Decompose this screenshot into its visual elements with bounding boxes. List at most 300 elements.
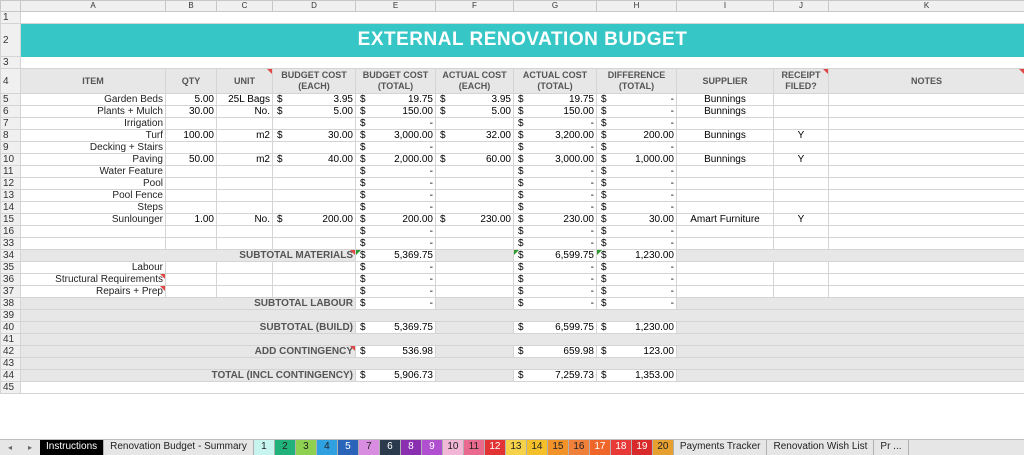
unit-cell[interactable]: 25L Bags [217, 94, 273, 106]
tab-scroll-prev-icon[interactable]: ◂ [0, 440, 20, 455]
currency-cell[interactable] [356, 202, 436, 214]
notes-cell[interactable] [829, 118, 1024, 130]
amount: 5.00 [334, 106, 353, 117]
currency-cell[interactable] [514, 238, 597, 250]
row-number[interactable]: 39 [1, 310, 21, 322]
qty-cell[interactable]: 30.00 [166, 106, 217, 118]
header-difference[interactable] [597, 69, 677, 94]
qty-cell[interactable] [166, 190, 217, 202]
subtotal-materials-row-label[interactable] [21, 250, 356, 262]
supplier-cell[interactable]: Bunnings [677, 154, 774, 166]
currency-cell[interactable] [597, 322, 677, 334]
row-number[interactable]: 12 [1, 178, 21, 190]
sheet-tab-14[interactable]: 14 [527, 440, 548, 455]
empty-cell[interactable] [217, 286, 273, 298]
item-cell[interactable]: Decking + Stairs [21, 142, 166, 154]
receipt-cell[interactable] [774, 142, 829, 154]
subtotal-build-row-label[interactable] [21, 322, 356, 334]
header-actual-total[interactable] [514, 69, 597, 94]
empty-cell[interactable] [436, 250, 514, 262]
column-header-a[interactable]: A [21, 1, 166, 12]
currency-cell[interactable] [273, 202, 356, 214]
receipt-cell[interactable] [774, 166, 829, 178]
currency-cell[interactable] [356, 106, 436, 118]
sheet-title[interactable]: EXTERNAL RENOVATION BUDGET [21, 24, 1024, 57]
column-header-c[interactable]: C [217, 1, 273, 12]
subtotal-labour-row-label[interactable] [21, 298, 356, 310]
item-cell[interactable]: Plants + Mulch [21, 106, 166, 118]
receipt-cell[interactable]: Y [774, 214, 829, 226]
item-cell[interactable]: Water Feature [21, 166, 166, 178]
empty-cell[interactable] [677, 346, 1024, 358]
currency-cell[interactable] [597, 178, 677, 190]
supplier-cell[interactable] [677, 190, 774, 202]
row-number[interactable]: 15 [1, 214, 21, 226]
sheet-tab-instructions[interactable]: Instructions [40, 440, 104, 455]
currency-cell[interactable] [356, 226, 436, 238]
empty-cell[interactable] [21, 310, 1024, 322]
empty-cell[interactable] [273, 286, 356, 298]
header-supplier[interactable] [677, 69, 774, 94]
item-cell[interactable] [21, 262, 166, 274]
empty-cell[interactable] [436, 370, 514, 382]
sheet-tab-9[interactable]: 9 [422, 440, 443, 455]
currency-cell[interactable] [514, 94, 597, 106]
currency-cell[interactable] [514, 370, 597, 382]
item-cell[interactable]: Sunlounger [21, 214, 166, 226]
empty-cell[interactable] [436, 286, 514, 298]
row-number[interactable]: 40 [1, 322, 21, 334]
row-number[interactable]: 37 [1, 286, 21, 298]
qty-cell[interactable] [166, 238, 217, 250]
currency-cell[interactable] [356, 190, 436, 202]
currency-cell[interactable] [356, 346, 436, 358]
item-cell[interactable] [21, 238, 166, 250]
currency-cell[interactable] [273, 118, 356, 130]
currency-cell[interactable] [597, 298, 677, 310]
currency-cell[interactable] [436, 190, 514, 202]
column-header-b[interactable]: B [166, 1, 217, 12]
currency-cell[interactable] [597, 226, 677, 238]
empty-cell[interactable] [774, 286, 829, 298]
notes-cell[interactable] [829, 214, 1024, 226]
notes-cell[interactable] [829, 130, 1024, 142]
row-number[interactable]: 3 [1, 57, 21, 69]
notes-cell[interactable] [829, 94, 1024, 106]
empty-cell[interactable] [21, 12, 1024, 24]
supplier-cell[interactable] [677, 202, 774, 214]
notes-cell[interactable] [829, 190, 1024, 202]
currency-cell[interactable] [514, 346, 597, 358]
unit-cell[interactable]: No. [217, 106, 273, 118]
empty-cell[interactable] [829, 286, 1024, 298]
currency-cell[interactable] [356, 166, 436, 178]
receipt-cell[interactable] [774, 226, 829, 238]
column-header-h[interactable]: H [597, 1, 677, 12]
currency-cell[interactable] [597, 274, 677, 286]
empty-cell[interactable] [166, 262, 217, 274]
supplier-cell[interactable]: Bunnings [677, 106, 774, 118]
currency-cell[interactable] [597, 166, 677, 178]
empty-cell[interactable] [677, 298, 1024, 310]
unit-cell[interactable] [217, 190, 273, 202]
qty-cell[interactable] [166, 202, 217, 214]
sheet-tab-6[interactable]: 6 [380, 440, 401, 455]
empty-cell[interactable] [436, 262, 514, 274]
receipt-cell[interactable] [774, 178, 829, 190]
row-number[interactable]: 38 [1, 298, 21, 310]
currency-cell[interactable] [356, 214, 436, 226]
empty-cell[interactable] [436, 298, 514, 310]
currency-cell[interactable] [597, 238, 677, 250]
currency-cell[interactable] [436, 238, 514, 250]
sheet-tab-3[interactable]: 3 [296, 440, 317, 455]
header-qty[interactable] [166, 69, 217, 94]
unit-cell[interactable] [217, 142, 273, 154]
unit-cell[interactable]: m2 [217, 154, 273, 166]
supplier-cell[interactable] [677, 118, 774, 130]
empty-cell[interactable] [21, 334, 1024, 346]
currency-cell[interactable] [514, 166, 597, 178]
empty-cell[interactable] [677, 274, 774, 286]
header-item[interactable] [21, 69, 166, 94]
sheet-tab-13[interactable]: 13 [506, 440, 527, 455]
row-number[interactable]: 2 [1, 24, 21, 57]
sheet-tab-17[interactable]: 17 [590, 440, 611, 455]
row-number[interactable]: 13 [1, 190, 21, 202]
unit-cell[interactable]: m2 [217, 130, 273, 142]
currency-cell[interactable] [273, 106, 356, 118]
qty-cell[interactable]: 100.00 [166, 130, 217, 142]
row-number[interactable]: 41 [1, 334, 21, 346]
currency-cell[interactable] [273, 178, 356, 190]
row-number[interactable]: 42 [1, 346, 21, 358]
supplier-cell[interactable]: Bunnings [677, 130, 774, 142]
currency-cell[interactable] [436, 202, 514, 214]
item-cell[interactable] [21, 286, 166, 298]
currency-cell[interactable] [273, 94, 356, 106]
currency-cell[interactable] [514, 274, 597, 286]
receipt-cell[interactable] [774, 190, 829, 202]
column-header-e[interactable]: E [356, 1, 436, 12]
amount: 30.00 [649, 214, 674, 225]
currency-cell[interactable] [356, 94, 436, 106]
sheet-tab-15[interactable]: 15 [548, 440, 569, 455]
currency-cell[interactable] [597, 154, 677, 166]
sheet-tab-7[interactable]: 7 [359, 440, 380, 455]
header-budget-total[interactable] [356, 69, 436, 94]
receipt-cell[interactable] [774, 94, 829, 106]
row-number[interactable]: 11 [1, 166, 21, 178]
currency-cell[interactable] [597, 94, 677, 106]
currency-cell[interactable] [597, 106, 677, 118]
column-header-d[interactable]: D [273, 1, 356, 12]
sheet-tab-2[interactable]: 2 [275, 440, 296, 455]
amount: 30.00 [328, 130, 353, 141]
currency-cell[interactable] [597, 250, 677, 262]
supplier-cell[interactable] [677, 142, 774, 154]
empty-cell[interactable] [436, 274, 514, 286]
receipt-cell[interactable]: Y [774, 154, 829, 166]
sheet-tab-10[interactable]: 10 [443, 440, 464, 455]
currency-cell[interactable] [356, 238, 436, 250]
currency-cell[interactable] [356, 178, 436, 190]
supplier-cell[interactable]: Amart Furniture [677, 214, 774, 226]
currency-cell[interactable] [273, 154, 356, 166]
currency-cell[interactable] [356, 286, 436, 298]
sheet-tab-20[interactable]: 20 [653, 440, 674, 455]
row-number[interactable]: 44 [1, 370, 21, 382]
qty-cell[interactable]: 5.00 [166, 94, 217, 106]
currency-cell[interactable] [514, 322, 597, 334]
currency-cell[interactable] [436, 154, 514, 166]
currency-cell[interactable] [514, 142, 597, 154]
column-header-k[interactable]: K [829, 1, 1024, 12]
currency-cell[interactable] [436, 178, 514, 190]
empty-cell[interactable] [21, 57, 1024, 69]
notes-cell[interactable] [829, 226, 1024, 238]
currency-cell[interactable] [514, 298, 597, 310]
currency-cell[interactable] [514, 106, 597, 118]
currency-cell[interactable] [514, 262, 597, 274]
empty-cell[interactable] [677, 262, 774, 274]
column-header-f[interactable]: F [436, 1, 514, 12]
item-cell[interactable] [21, 274, 166, 286]
currency-cell[interactable] [514, 202, 597, 214]
currency-cell[interactable] [597, 214, 677, 226]
sheet-tab-5[interactable]: 5 [338, 440, 359, 455]
currency-cell[interactable] [273, 130, 356, 142]
unit-cell[interactable] [217, 166, 273, 178]
total-row-label[interactable] [21, 370, 356, 382]
column-header-i[interactable]: I [677, 1, 774, 12]
item-cell[interactable]: Pool Fence [21, 190, 166, 202]
currency-cell[interactable] [436, 118, 514, 130]
sheet-tab-renovation-wish-list[interactable]: Renovation Wish List [767, 440, 874, 455]
currency-cell[interactable] [514, 250, 597, 262]
currency-cell[interactable] [514, 226, 597, 238]
currency-cell[interactable] [514, 178, 597, 190]
currency-cell[interactable] [597, 262, 677, 274]
row-number[interactable]: 6 [1, 106, 21, 118]
header-notes[interactable] [829, 69, 1024, 94]
empty-cell[interactable] [436, 346, 514, 358]
row-number[interactable]: 45 [1, 382, 21, 394]
item-cell[interactable]: Pool [21, 178, 166, 190]
currency-cell[interactable] [597, 202, 677, 214]
empty-cell[interactable] [829, 274, 1024, 286]
currency-cell[interactable] [597, 142, 677, 154]
currency-cell[interactable] [273, 238, 356, 250]
column-header-g[interactable]: G [514, 1, 597, 12]
amount: - [671, 190, 674, 201]
item-cell[interactable]: Paving [21, 154, 166, 166]
currency-cell[interactable] [514, 154, 597, 166]
currency-cell[interactable] [436, 226, 514, 238]
empty-cell[interactable] [774, 274, 829, 286]
currency-cell[interactable] [597, 130, 677, 142]
row-number[interactable]: 1 [1, 12, 21, 24]
sheet-tab-payments-tracker[interactable]: Payments Tracker [674, 440, 768, 455]
notes-cell[interactable] [829, 154, 1024, 166]
currency-cell[interactable] [356, 154, 436, 166]
empty-cell[interactable] [829, 262, 1024, 274]
supplier-cell[interactable] [677, 226, 774, 238]
empty-cell[interactable] [273, 262, 356, 274]
currency-cell[interactable] [356, 370, 436, 382]
row-number[interactable]: 35 [1, 262, 21, 274]
empty-cell[interactable] [217, 262, 273, 274]
qty-cell[interactable] [166, 226, 217, 238]
qty-cell[interactable] [166, 166, 217, 178]
currency-cell[interactable] [356, 274, 436, 286]
row-number[interactable]: 10 [1, 154, 21, 166]
sheet-tab-renovation-budget-summary[interactable]: Renovation Budget - Summary [104, 440, 254, 455]
sheet-tab-pr[interactable]: Pr ... [874, 440, 908, 455]
qty-cell[interactable]: 1.00 [166, 214, 217, 226]
contingency-row-label[interactable] [21, 346, 356, 358]
currency-symbol: $ [518, 250, 524, 261]
amount: 7,259.73 [555, 370, 594, 381]
select-all-corner[interactable] [1, 1, 21, 12]
empty-cell[interactable] [436, 322, 514, 334]
row-number[interactable]: 5 [1, 94, 21, 106]
currency-cell[interactable] [356, 250, 436, 262]
header-receipt[interactable] [774, 69, 829, 94]
currency-cell[interactable] [273, 214, 356, 226]
sheet-tab-12[interactable]: 12 [485, 440, 506, 455]
row-number[interactable]: 43 [1, 358, 21, 370]
sheet-tab-1[interactable]: 1 [254, 440, 275, 455]
empty-cell[interactable] [273, 274, 356, 286]
sheet-tab-4[interactable]: 4 [317, 440, 338, 455]
sheet-tab-8[interactable]: 8 [401, 440, 422, 455]
header-budget-each[interactable] [273, 69, 356, 94]
empty-cell[interactable] [677, 370, 1024, 382]
currency-cell[interactable] [273, 166, 356, 178]
unit-cell[interactable] [217, 202, 273, 214]
row-number[interactable]: 4 [1, 69, 21, 94]
notes-cell[interactable] [829, 202, 1024, 214]
empty-cell[interactable] [677, 286, 774, 298]
supplier-cell[interactable]: Bunnings [677, 94, 774, 106]
row-number[interactable]: 9 [1, 142, 21, 154]
item-cell[interactable]: Garden Beds [21, 94, 166, 106]
receipt-cell[interactable]: Y [774, 130, 829, 142]
currency-cell[interactable] [436, 142, 514, 154]
empty-cell[interactable] [774, 262, 829, 274]
currency-cell[interactable] [597, 346, 677, 358]
notes-cell[interactable] [829, 142, 1024, 154]
item-cell[interactable]: Irrigation [21, 118, 166, 130]
notes-cell[interactable] [829, 238, 1024, 250]
notes-cell[interactable] [829, 178, 1024, 190]
unit-cell[interactable] [217, 118, 273, 130]
sheet-tab-19[interactable]: 19 [632, 440, 653, 455]
item-cell[interactable]: Steps [21, 202, 166, 214]
row-number[interactable]: 16 [1, 226, 21, 238]
currency-cell[interactable] [597, 286, 677, 298]
row-number[interactable]: 7 [1, 118, 21, 130]
currency-cell[interactable] [436, 166, 514, 178]
qty-cell[interactable]: 50.00 [166, 154, 217, 166]
currency-cell[interactable] [436, 106, 514, 118]
notes-cell[interactable] [829, 106, 1024, 118]
row-number[interactable]: 33 [1, 238, 21, 250]
currency-cell[interactable] [273, 226, 356, 238]
currency-cell[interactable] [514, 190, 597, 202]
unit-cell[interactable] [217, 178, 273, 190]
unit-cell[interactable]: No. [217, 214, 273, 226]
currency-cell[interactable] [514, 130, 597, 142]
sheet-tab-16[interactable]: 16 [569, 440, 590, 455]
amount: 5,906.73 [394, 370, 433, 381]
qty-cell[interactable] [166, 178, 217, 190]
currency-cell[interactable] [514, 214, 597, 226]
currency-cell[interactable] [273, 142, 356, 154]
currency-cell[interactable] [356, 262, 436, 274]
currency-cell[interactable] [356, 118, 436, 130]
supplier-cell[interactable] [677, 166, 774, 178]
receipt-cell[interactable] [774, 202, 829, 214]
row-number[interactable]: 34 [1, 250, 21, 262]
currency-cell[interactable] [356, 298, 436, 310]
currency-cell[interactable] [597, 118, 677, 130]
tab-scroll-next-icon[interactable]: ▸ [20, 440, 40, 455]
item-cell[interactable]: Turf [21, 130, 166, 142]
currency-cell[interactable] [514, 118, 597, 130]
currency-cell[interactable] [514, 286, 597, 298]
item-cell[interactable] [21, 226, 166, 238]
empty-cell[interactable] [217, 274, 273, 286]
empty-cell[interactable] [677, 250, 1024, 262]
row-number[interactable]: 14 [1, 202, 21, 214]
row-number[interactable]: 36 [1, 274, 21, 286]
receipt-cell[interactable] [774, 106, 829, 118]
currency-cell[interactable] [273, 190, 356, 202]
sheet-tab-11[interactable]: 11 [464, 440, 485, 455]
currency-cell[interactable] [436, 214, 514, 226]
unit-cell[interactable] [217, 238, 273, 250]
qty-cell[interactable] [166, 142, 217, 154]
unit-cell[interactable] [217, 226, 273, 238]
empty-cell[interactable] [166, 286, 217, 298]
currency-cell[interactable] [356, 130, 436, 142]
empty-cell[interactable] [21, 382, 1024, 394]
currency-cell[interactable] [597, 370, 677, 382]
empty-cell[interactable] [166, 274, 217, 286]
empty-cell[interactable] [21, 358, 1024, 370]
supplier-cell[interactable] [677, 178, 774, 190]
currency-cell[interactable] [356, 142, 436, 154]
supplier-cell[interactable] [677, 238, 774, 250]
notes-cell[interactable] [829, 166, 1024, 178]
receipt-cell[interactable] [774, 118, 829, 130]
currency-symbol: $ [360, 178, 366, 189]
sheet-tab-18[interactable]: 18 [611, 440, 632, 455]
currency-cell[interactable] [356, 322, 436, 334]
receipt-cell[interactable] [774, 238, 829, 250]
header-actual-each[interactable] [436, 69, 514, 94]
currency-cell[interactable] [436, 94, 514, 106]
column-header-j[interactable]: J [774, 1, 829, 12]
currency-cell[interactable] [436, 130, 514, 142]
empty-cell[interactable] [677, 322, 1024, 334]
header-unit[interactable] [217, 69, 273, 94]
currency-cell[interactable] [597, 190, 677, 202]
qty-cell[interactable] [166, 118, 217, 130]
row-number[interactable]: 8 [1, 130, 21, 142]
